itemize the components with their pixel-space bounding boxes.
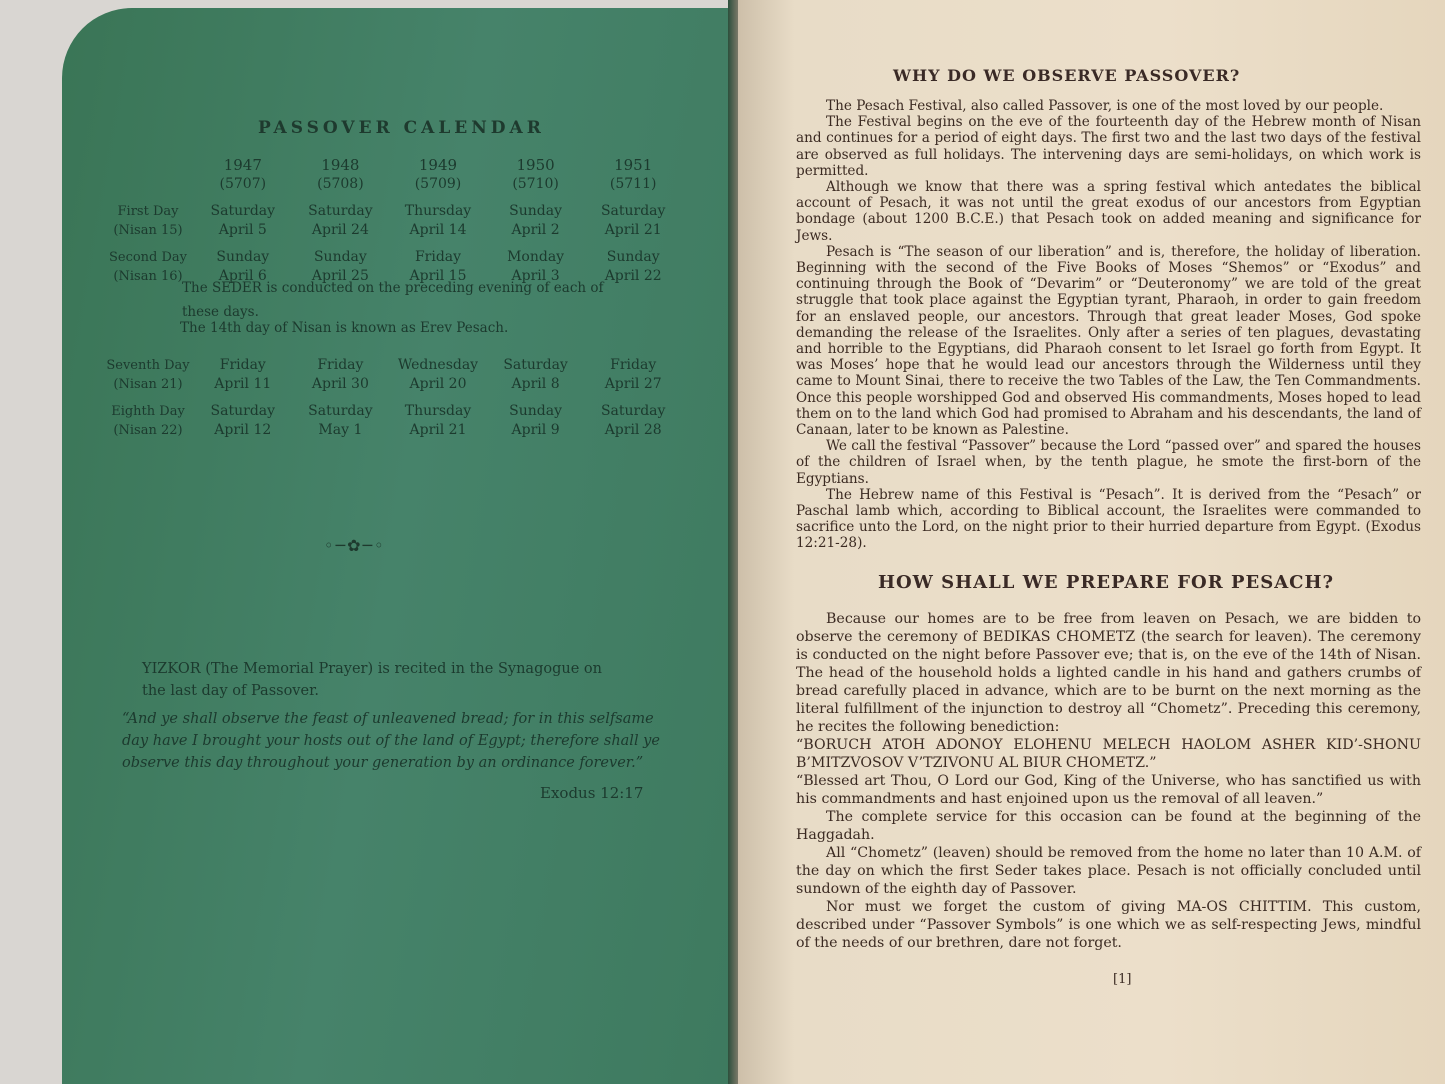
paragraph: The Festival begins on the eve of the fourteenth day of the Hebrew month of Nisan and continues for a period of eight days. The first two and the last two days of the festival are observed as full holidays. The intervening days are semi-holidays, on which work is permitted.: [796, 114, 1421, 179]
calendar-cell: Friday April 27: [604, 357, 662, 392]
calendar-years-row: [102, 156, 682, 194]
calendar-rows-bottom: [102, 356, 682, 440]
benediction-hebrew: “BORUCH ATOH ADONOY ELOHENU MELECH HAOLOM ASHER KID’-SHONU B’MITZVOSOV V’TZIVONU AL BIUR CHOMETZ.”: [796, 737, 1421, 771]
paragraph: Pesach is “The season of our liberation” and is, therefore, the holiday of liberation. Beginning with the second of the Five Books of Moses “Shemos” or “Exodus” and continuing through the Book of “Devarim” or “Deuteronomy” we are told of the great struggle that took place against the Egyptian tyrant, Pharaoh, in order to gain freedom for an enslaved people, our ancestors. Through that great leader Moses, God spoke demanding the release of the Israelites. Only after a series of ten plagues, devastating and horrible to the Egyptians, did Pharaoh consent to let Israel go forth from Egypt. It was Moses’ hope that he would lead our ancestors through the Wilderness until they came to Mount Sinai, there to receive the two Tables of the Law, the Ten Commandments. Once this people worshipped God and observed His commandments, Moses hoped to lead them on to the land which God had promised to Abraham and his descendants, the land of Canaan, later to be known as Palestine.: [796, 243, 1421, 439]
exodus-quote: “And ye shall observe the feast of unleavened bread; for in this selfsame day have I brought your hosts out of the land of Egypt; therefore shall ye observe this day throughout your generation by an ordinance forever.”: [122, 711, 660, 771]
paragraph: Because our homes are to be free from leaven on Pesach, we are bidden to observe the ceremony of BEDIKAS CHOMETZ (the search for leaven). The ceremony is conducted on the night before Passover eve; that is, on the eve of the 14th of Nisan. The head of the household holds a lighted candle in his hand and gathers crumbs of bread carefully placed in advance, which are to be burnt on the next morning as the literal fulfillment of the injunction to destroy all “Chometz”. Preceding this ceremony, he recites the following benediction:: [796, 611, 1421, 735]
year-col: 1947 (5707): [219, 156, 267, 192]
day-label: First Day (Nisan 15): [113, 204, 183, 238]
calendar-cell: Thursday April 14: [404, 203, 472, 238]
calendar-cell: Sunday April 22: [604, 249, 662, 284]
calendar-row: [102, 356, 682, 394]
seder-note: The SEDER is conducted on the preceding evening of each of these days.: [182, 280, 604, 320]
calendar-row: [102, 202, 682, 240]
calendar-cell: Saturday April 8: [503, 357, 568, 392]
paragraph: The Pesach Festival, also called Passover, is one of the most loved by our people.: [826, 98, 1384, 114]
calendar-cell: Friday April 30: [311, 357, 369, 392]
calendar-cell: Friday April 11: [214, 357, 272, 392]
section-why-observe: [796, 98, 1421, 552]
heading-why-observe: WHY DO WE OBSERVE PASSOVER?: [893, 66, 1241, 85]
quote-citation: Exodus 12:17: [540, 784, 644, 802]
year-col: 1950 (5710): [512, 156, 559, 192]
year-col: 1948 (5708): [317, 156, 364, 192]
left-page: [62, 8, 732, 1084]
calendar-cell: Sunday April 6: [216, 249, 270, 284]
calendar-cell: Saturday May 1: [308, 403, 373, 438]
calendar-cell: Sunday April 2: [509, 203, 563, 238]
heading-how-prepare: HOW SHALL WE PREPARE FOR PESACH?: [878, 572, 1335, 593]
calendar-cell: Friday April 15: [409, 249, 467, 284]
yizkor-note: YIZKOR (The Memorial Prayer) is recited in the Synagogue on the last day of Passover.: [142, 661, 602, 699]
paragraph: Nor must we forget the custom of giving MA-OS CHITTIM. This custom, described under “Passover Symbols” is one which we as self-respecting Jews, mindful of the needs of our brethren, dare not forget.: [796, 899, 1421, 951]
year-col: 1949 (5709): [414, 156, 462, 192]
calendar-cell: Saturday April 21: [600, 203, 666, 238]
calendar-row: [102, 402, 682, 440]
year-col: 1951 (5711): [609, 156, 657, 192]
day-label: Seventh Day (Nisan 21): [106, 358, 190, 392]
calendar-cell: Saturday April 24: [308, 203, 373, 238]
calendar-cell: Wednesday April 20: [397, 357, 479, 392]
calendar-cell: Monday April 3: [507, 249, 565, 284]
calendar-cell: Sunday April 9: [509, 403, 563, 438]
paragraph: Although we know that there was a spring festival which antedates the biblical account of Pesach, it was not until the great exodus of our ancestors from Egyptian bondage (about 1200 B.C.E.) that Pesach took on added meaning and significance for Jews.: [796, 179, 1421, 244]
day-label: Eighth Day (Nisan 22): [111, 404, 185, 438]
section-how-prepare: [796, 610, 1421, 952]
day-label: Second Day (Nisan 16): [108, 250, 188, 284]
calendar-cell: Sunday April 25: [311, 249, 369, 284]
paragraph: The Hebrew name of this Festival is “Pesach”. It is derived from the “Pesach” or Paschal lamb which, according to Biblical account, the Israelites were commanded to sacrifice unto the Lord, on the night prior to their hurried departure from Egypt. (Exodus 12:21-28).: [796, 486, 1421, 552]
benediction-english: “Blessed art Thou, O Lord our God, King of the Universe, who has sanctified us with his commandments and hast enjoined upon us the removal of all leaven.”: [796, 773, 1421, 807]
calendar-cell: Saturday April 5: [210, 203, 276, 238]
calendar-title: PASSOVER CALENDAR: [258, 118, 545, 138]
right-page: [738, 0, 1445, 1084]
paragraph: All “Chometz” (leaven) should be removed from the home no later than 10 A.M. of the day on which the first Seder takes place. Pesach is not officially concluded until sundown of the eighth day of Passover.: [796, 845, 1421, 897]
paragraph: We call the festival “Passover” because the Lord “passed over” and spared the houses of the children of Israel when, by the tenth plague, he smote the first-born of the Egyptians.: [796, 438, 1421, 487]
page-number: [1]: [1113, 972, 1132, 987]
calendar-cell: Saturday April 28: [600, 403, 666, 438]
paragraph: The complete service for this occasion can be found at the beginning of the Haggadah.: [796, 809, 1421, 843]
calendar-rows-top: [102, 202, 682, 286]
ornament-divider: ◦─✿─◦: [324, 536, 386, 555]
erev-pesach-note: The 14th day of Nisan is known as Erev Pesach.: [180, 320, 509, 336]
calendar-cell: Thursday April 21: [404, 403, 472, 438]
calendar-cell: Saturday April 12: [210, 403, 276, 438]
